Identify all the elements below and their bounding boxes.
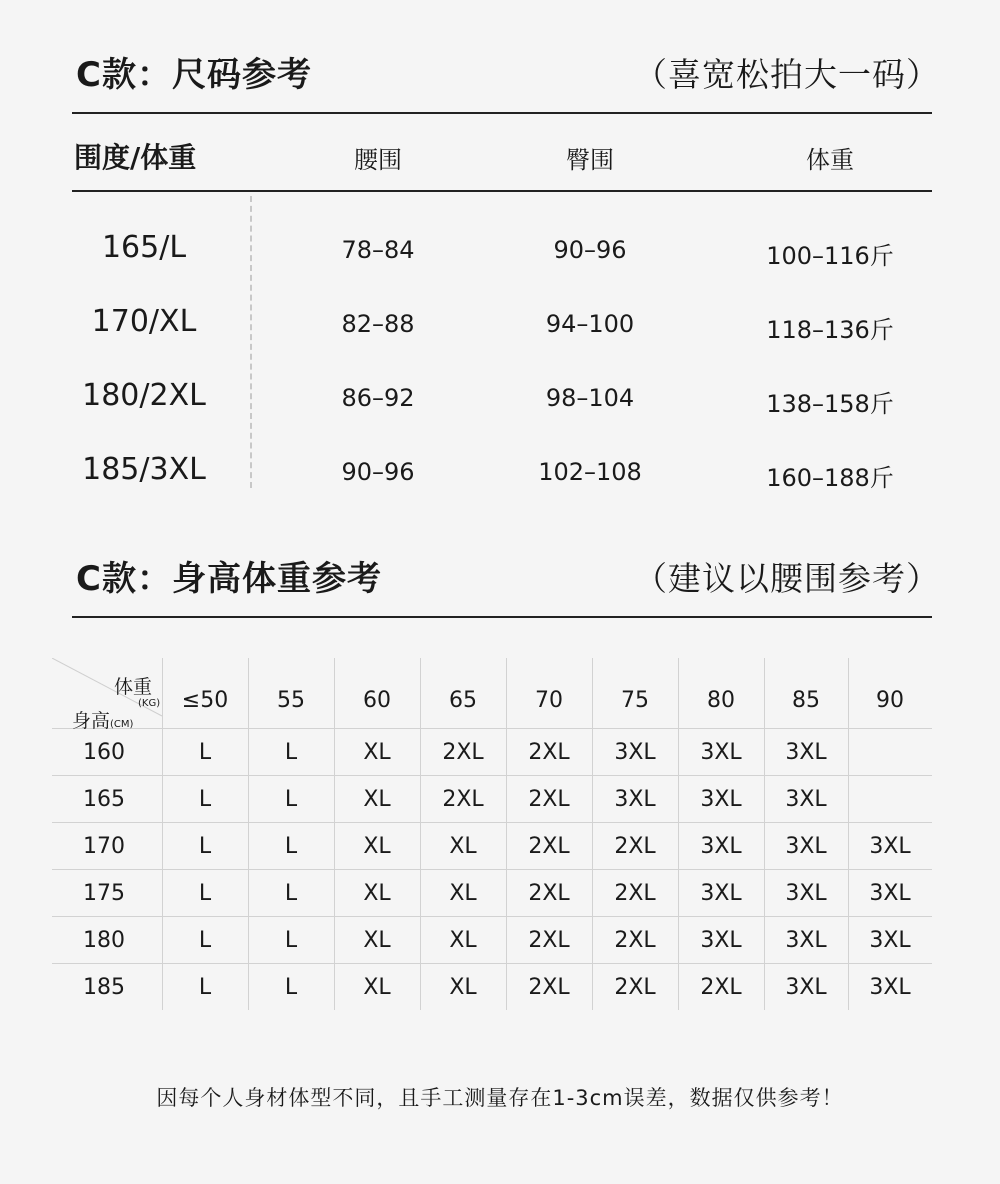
size-cell: 3XL — [869, 928, 911, 953]
weight-value: 118–136斤 — [766, 316, 894, 344]
weight-header: 60 — [363, 688, 391, 713]
size-cell: L — [284, 881, 298, 906]
size-label: 185/3XL — [82, 452, 206, 487]
size-reference-note: （喜宽松拍大一码） — [634, 55, 940, 94]
size-cell: 2XL — [528, 834, 570, 859]
height-label: 160 — [83, 740, 125, 765]
height-weight-header — [72, 556, 940, 618]
corner-height-text: 身高 — [72, 710, 111, 732]
size-row — [72, 304, 932, 344]
size-cell: 3XL — [700, 787, 742, 812]
height-label: 180 — [83, 928, 125, 953]
size-cell: XL — [449, 834, 477, 859]
waist-value: 90–96 — [341, 458, 415, 486]
weight-header: 65 — [449, 688, 477, 713]
size-cell: L — [198, 834, 212, 859]
size-cell: 3XL — [785, 740, 827, 765]
col-header-weight: 体重 — [806, 146, 854, 174]
corner-weight-unit: (KG) — [138, 698, 161, 709]
height-label: 165 — [83, 787, 125, 812]
col-header-size: 围度/体重 — [74, 141, 197, 174]
size-reference-header — [72, 52, 940, 114]
weight-header: 70 — [535, 688, 563, 713]
size-cell: 3XL — [869, 834, 911, 859]
weight-header: ≤50 — [181, 688, 229, 713]
size-cell: L — [198, 740, 212, 765]
size-cell: 3XL — [785, 834, 827, 859]
size-cell: 3XL — [700, 928, 742, 953]
footer-disclaimer: 因每个人身材体型不同，且手工测量存在1-3cm误差，数据仅供参考！ — [156, 1086, 844, 1110]
size-row — [72, 452, 932, 492]
grid-row-divider — [52, 822, 932, 823]
size-cell: 3XL — [700, 881, 742, 906]
size-cell: 2XL — [528, 928, 570, 953]
size-cell: XL — [363, 787, 391, 812]
col-header-hip: 臀围 — [566, 146, 614, 174]
size-cell: L — [284, 787, 298, 812]
size-cell: 3XL — [869, 881, 911, 906]
waist-value: 78–84 — [341, 236, 415, 264]
height-label: 175 — [83, 881, 125, 906]
size-cell: XL — [449, 928, 477, 953]
size-cell: L — [284, 928, 298, 953]
size-cell: XL — [449, 881, 477, 906]
grid-row-divider — [52, 963, 932, 964]
grid-row-divider — [52, 869, 932, 870]
size-cell: 3XL — [869, 975, 911, 1000]
weight-header: 55 — [277, 688, 305, 713]
weight-header: 90 — [876, 688, 904, 713]
corner-weight-label: 体重 — [114, 676, 153, 698]
height-weight-note: （建议以腰围参考） — [634, 559, 940, 598]
size-cell: 3XL — [700, 740, 742, 765]
size-cell: 2XL — [442, 740, 484, 765]
size-cell: L — [198, 881, 212, 906]
waist-value: 86–92 — [341, 384, 415, 412]
weight-header: 75 — [621, 688, 649, 713]
size-label: 180/2XL — [82, 378, 206, 413]
waist-value: 82–88 — [341, 310, 415, 338]
size-cell: XL — [363, 928, 391, 953]
weight-header: 80 — [707, 688, 735, 713]
size-cell: 2XL — [528, 975, 570, 1000]
size-reference-title: C款：尺码参考 — [76, 55, 312, 95]
weight-value: 100–116斤 — [766, 242, 894, 270]
size-cell: L — [198, 787, 212, 812]
hip-value: 90–96 — [553, 236, 627, 264]
size-cell: L — [284, 975, 298, 1000]
size-row — [72, 230, 932, 270]
height-label: 185 — [83, 975, 125, 1000]
grid-row-divider — [52, 916, 932, 917]
height-label: 170 — [83, 834, 125, 859]
size-row — [72, 378, 932, 418]
size-cell: XL — [363, 881, 391, 906]
size-cell: XL — [449, 975, 477, 1000]
size-label: 165/L — [101, 230, 187, 265]
size-cell: 2XL — [614, 975, 656, 1000]
size-cell: 2XL — [528, 787, 570, 812]
size-cell: 2XL — [528, 740, 570, 765]
size-cell: XL — [363, 834, 391, 859]
size-cell: 3XL — [785, 881, 827, 906]
size-cell: 2XL — [614, 834, 656, 859]
weight-header: 85 — [792, 688, 820, 713]
size-cell: 3XL — [785, 975, 827, 1000]
hip-value: 98–104 — [545, 384, 635, 412]
size-cell: XL — [363, 740, 391, 765]
size-cell: 3XL — [614, 787, 656, 812]
size-cell: 2XL — [614, 881, 656, 906]
size-cell: 3XL — [785, 928, 827, 953]
size-label: 170/XL — [91, 304, 197, 339]
size-cell: L — [198, 928, 212, 953]
corner-height-unit: (CM) — [110, 719, 134, 730]
size-cell: 2XL — [700, 975, 742, 1000]
corner-height-label — [72, 706, 133, 733]
size-cell: 2XL — [442, 787, 484, 812]
size-cell: XL — [363, 975, 391, 1000]
height-weight-title: C款：身高体重参考 — [76, 559, 382, 599]
size-cell: L — [198, 975, 212, 1000]
col-header-waist: 腰围 — [354, 146, 402, 174]
hip-value: 94–100 — [545, 310, 635, 338]
size-table-header — [72, 114, 932, 192]
size-cell: 2XL — [614, 928, 656, 953]
size-cell: L — [284, 834, 298, 859]
grid-row-divider — [52, 775, 932, 776]
size-cell: 3XL — [700, 834, 742, 859]
weight-value: 138–158斤 — [766, 390, 894, 418]
grid-bottom — [52, 1010, 932, 1011]
hip-value: 102–108 — [538, 458, 642, 486]
size-cell: L — [284, 740, 298, 765]
size-cell: 3XL — [614, 740, 656, 765]
size-cell: 2XL — [528, 881, 570, 906]
size-cell: 3XL — [785, 787, 827, 812]
weight-value: 160–188斤 — [766, 464, 894, 492]
